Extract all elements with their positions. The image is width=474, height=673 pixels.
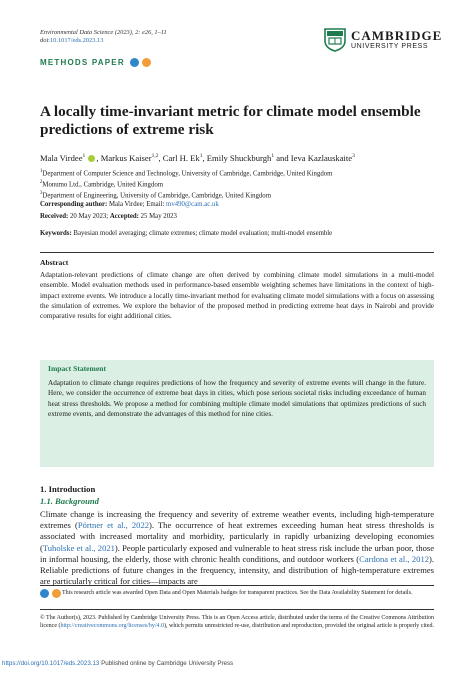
divider bbox=[40, 252, 434, 253]
copyright-notice: © The Author(s), 2023. Published by Cambridge University Press. This is an Open Access article, distributed under the terms of the Creative Commons Attribution licence (http://creativecommons.org/licenses/by/4.0), which permits unrestricted re-use, distribution and reproduction, provided the original article is properly cited. bbox=[40, 615, 434, 629]
citation-link[interactable]: Pörtner et al., 2022 bbox=[77, 520, 150, 531]
citation-link[interactable]: Tuholske et al., 2021 bbox=[42, 542, 115, 553]
author-list: Mala Virdee$^1$ , Markus Kaiser$^{1,2}$, Carl H. Ek$^1$, Emily Shuckburgh$^1$ and Ieva Kazlauskaite$^3$ bbox=[40, 152, 355, 163]
author[interactable]: Emily Shuckburgh bbox=[206, 152, 272, 163]
keywords: Keywords: Bayesian model averaging; climate extremes; climate model evaluation; multi-model ensemble bbox=[40, 230, 333, 237]
article-title: A locally time-invariant metric for climate model ensemble predictions of extreme risk bbox=[40, 103, 421, 138]
citation-link[interactable]: Cardona et al., 2012 bbox=[359, 553, 430, 564]
affiliation: $^3$Department of Engineering, University of Cambridge, Cambridge, United Kingdom bbox=[40, 190, 271, 200]
open-data-badge-icon bbox=[40, 589, 49, 598]
journal-doi: doi:10.1017/eds.2023.13 bbox=[40, 37, 104, 44]
author[interactable]: Ieva Kazlauskaite bbox=[290, 152, 353, 163]
doi-link[interactable]: 10.1017/eds.2023.13 bbox=[49, 37, 104, 44]
impact-heading: Impact Statement bbox=[48, 364, 106, 373]
author[interactable]: Mala Virdee bbox=[40, 152, 83, 163]
open-data-badge-icon bbox=[130, 58, 139, 67]
footnote-divider bbox=[40, 585, 434, 586]
orcid-icon[interactable] bbox=[88, 155, 95, 162]
page-footer: https://doi.org/10.1017/eds.2023.13 Published online by Cambridge University Press bbox=[2, 660, 234, 667]
copyright-divider bbox=[40, 609, 434, 610]
badge-icons bbox=[40, 589, 61, 598]
cambridge-logo bbox=[324, 28, 442, 52]
publisher-name: CAMBRIDGE bbox=[351, 28, 443, 43]
article-type: METHODS PAPER bbox=[40, 58, 151, 67]
abstract-heading: Abstract bbox=[40, 258, 69, 267]
license-link[interactable]: http://creativecommons.org/licenses/by/4.0 bbox=[60, 623, 165, 629]
publisher-sub: UNIVERSITY PRESS bbox=[351, 43, 429, 50]
abstract-text: Adaptation-relevant predictions of climate change are often derived by combining climate model simulations in a multi-model ensemble. Model evaluation methods used in performance-based ensemble weighting schemes have limitations in the context of high-impact extreme events. We introduce a locally time-invariant method for evaluating climate model simulations with a focus on assessing the simulation of extremes. We explore the behavior of the proposed method in predicting extreme heat days in Nairobi and provide comparative results for eight additional cities. bbox=[40, 271, 434, 321]
journal-citation: Environmental Data Science (2023), 2: e26, 1–11 bbox=[40, 29, 167, 36]
badge-footnote: This research article was awarded Open Data and Open Materials badges for transparent practices. See the Data Availability Statement for details. bbox=[62, 590, 413, 596]
email-link[interactable]: mv490@cam.ac.uk bbox=[166, 200, 219, 208]
section-heading: 1. Introduction bbox=[40, 484, 96, 494]
author[interactable]: Markus Kaiser bbox=[100, 152, 152, 163]
author[interactable]: Carl H. Ek bbox=[162, 152, 200, 163]
affiliation: $^1$Department of Computer Science and Technology, University of Cambridge, Cambridge, United Kingdom bbox=[40, 169, 333, 178]
corresponding-author: Corresponding author: Mala Virdee; Email: mv490@cam.ac.uk bbox=[40, 200, 219, 208]
open-materials-badge-icon bbox=[142, 58, 151, 67]
intro-paragraph: Climate change is increasing the frequency and severity of extreme weather events, including high-temperature extremes (Pörtner et al., 2022). The occurrence of heat extremes exceeding human heat stress thresholds is associated with increased mortality and morbidity, particularly in rapidly urbanizing developing economies (Tuholske et al., 2021). People particularly exposed and vulnerable to heat stress risk include the urban poor, those in informal housing, the elderly, those with chronic health conditions, and outdoor workers (Cardona et al., 2012). Reliable predictions of future changes in the frequency, intensity, and distribution of high-temperature extremes are particularly critical for cities—impacts are bbox=[40, 509, 434, 587]
affiliations bbox=[40, 168, 460, 210]
dates: Received: 20 May 2023; Accepted: 25 May 2023 bbox=[40, 213, 177, 220]
affiliation: $^2$Monumo Ltd., Cambridge, United Kingdom bbox=[40, 179, 164, 189]
open-materials-badge-icon bbox=[52, 589, 61, 598]
impact-text: Adaptation to climate change requires predictions of how the frequency and severity of extreme events will change in the future. Here, we consider the occurrence of extreme heat days in cities, which pose serious societal risks including exceedance of human heat stress thresholds. We propose a method for combining multiple climate model simulations that optimizes predictions of such extreme events, and demonstrate the advantages of this method for nine cities. bbox=[48, 379, 426, 418]
subsection-heading: 1.1. Background bbox=[40, 496, 99, 506]
footer-doi-link[interactable]: https://doi.org/10.1017/eds.2023.13 bbox=[2, 660, 100, 667]
cup-shield-icon bbox=[324, 28, 346, 52]
